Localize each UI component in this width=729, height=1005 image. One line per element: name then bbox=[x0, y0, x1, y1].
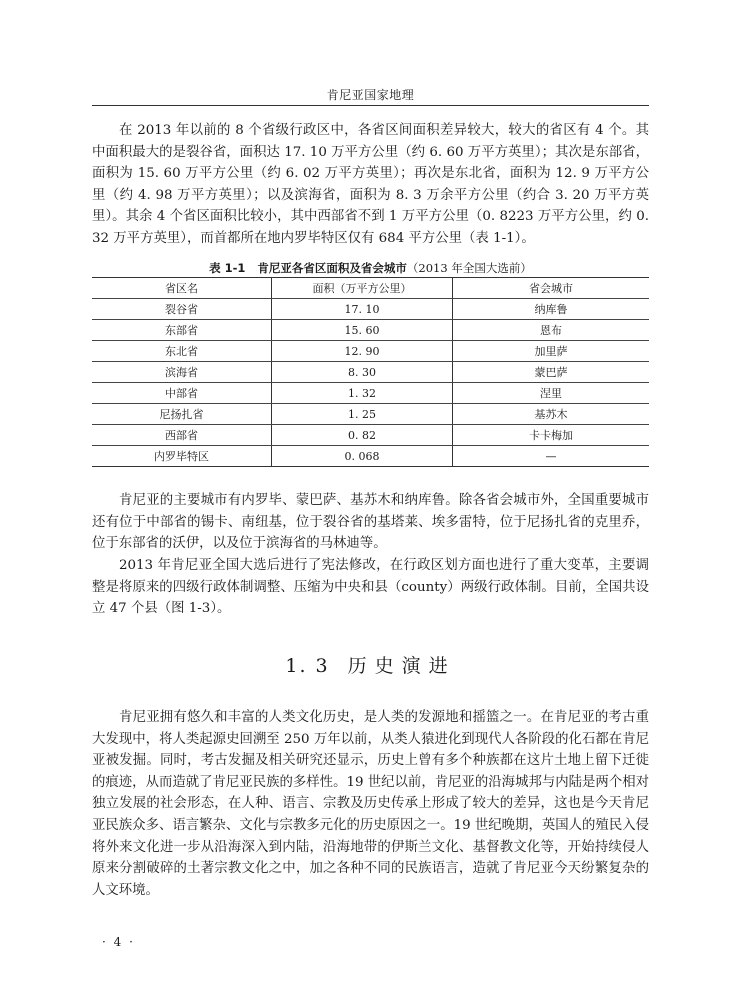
table-caption bbox=[92, 260, 649, 276]
table-row bbox=[92, 446, 649, 467]
paragraph-major-cities: 肯尼亚的主要城市有内罗毕、蒙巴萨、基苏木和纳库鲁。除各省会城市外，全国重要城市还有位于中部省的锡卡、南纽基，位于裂谷省的基塔莱、埃多雷特，位于尼扬扎省的克里乔，位于东部省的沃伊，以及位于滨海省的马林迪等。 bbox=[92, 493, 649, 552]
section-heading bbox=[92, 651, 649, 678]
cell-capital: 基苏木 bbox=[453, 404, 650, 425]
cell-area: 12. 90 bbox=[272, 341, 453, 362]
cell-area: 0. 068 bbox=[272, 446, 453, 467]
cell-area: 1. 25 bbox=[272, 404, 453, 425]
cell-province: 尼扬扎省 bbox=[92, 404, 272, 425]
section-title: 历史演进 bbox=[347, 655, 456, 677]
cell-area: 8. 30 bbox=[272, 362, 453, 383]
table-header-capital: 省会城市 bbox=[453, 278, 650, 299]
table-row bbox=[92, 404, 649, 425]
cell-capital: 卡卡梅加 bbox=[453, 425, 650, 446]
table-header-row bbox=[92, 278, 649, 299]
cell-area: 0. 82 bbox=[272, 425, 453, 446]
table-row bbox=[92, 425, 649, 446]
cell-capital: 恩布 bbox=[453, 320, 650, 341]
cell-province: 东北省 bbox=[92, 341, 272, 362]
cell-province: 中部省 bbox=[92, 383, 272, 404]
table-header-province: 省区名 bbox=[92, 278, 272, 299]
table-row bbox=[92, 341, 649, 362]
section-number: 1. 3 bbox=[285, 655, 330, 677]
cell-province: 滨海省 bbox=[92, 362, 272, 383]
cell-area: 1. 32 bbox=[272, 383, 453, 404]
cell-area: 15. 60 bbox=[272, 320, 453, 341]
cell-capital: 涅里 bbox=[453, 383, 650, 404]
table-caption-title: 肯尼亚各省区面积及省会城市 bbox=[257, 261, 407, 275]
cell-capital: 加里萨 bbox=[453, 341, 650, 362]
table-row bbox=[92, 299, 649, 320]
cell-capital: — bbox=[453, 446, 650, 467]
paragraph-area-overview: 在 2013 年以前的 8 个省级行政区中，各省区间面积差异较大，较大的省区有 4 个。其中面积最大的是裂谷省，面积达 17. 10 万平方公里（约 6. 60 万平方英里）；其次是东部省，面积为 15. 60 万平方公里（约 6. 02 万平方英里）；再次是东北省，面积为 12. 9 万平方公里（约 4. 98 万平方英里）；以及滨海省，面积为 8. 3 万余平方公里（约合 3. 20 万平方英里）。其余 4 个省区面积比较小，其中西部省不到 1 万平方公里（0. 8223 万平方公里，约 0. 32 万平方英里），而首都所在地内罗毕特区仅有 684 平方公里（表 1-1）。 bbox=[92, 123, 649, 246]
header-rule bbox=[92, 105, 649, 106]
cell-province: 西部省 bbox=[92, 425, 272, 446]
cell-area: 17. 10 bbox=[272, 299, 453, 320]
table-row bbox=[92, 320, 649, 341]
cell-province: 裂谷省 bbox=[92, 299, 272, 320]
cell-capital: 纳库鲁 bbox=[453, 299, 650, 320]
province-area-table bbox=[92, 277, 649, 467]
paragraph-admin-reform: 2013 年肯尼亚全国大选后进行了宪法修改，在行政区划方面也进行了重大变革，主要调整是将原来的四级行政体制调整、压缩为中央和县（county）两级行政体制。目前，全国共设立 47 个县（图 1-3）。 bbox=[92, 558, 649, 617]
running-head: 肯尼亚国家地理 bbox=[326, 88, 415, 102]
cell-province: 内罗毕特区 bbox=[92, 446, 272, 467]
table-row bbox=[92, 362, 649, 383]
table-caption-note: （2013 年全国大选前） bbox=[406, 261, 532, 275]
paragraph-history: 肯尼亚拥有悠久和丰富的人类文化历史，是人类的发源地和摇篮之一。在肯尼亚的考古重大发现中，将人类起源史回溯至 250 万年以前，从类人猿进化到现代人各阶段的化石都在肯尼亚被发掘。同时，考古发掘及相关研究还显示，历史上曾有多个种族都在这片土地上留下迁徙的痕迹，从而造就了肯尼亚民族的多样性。19 世纪以前，肯尼亚的沿海城邦与内陆是两个相对独立发展的社会形态，在人种、语言、宗教及历史传承上形成了较大的差异，这也是今天肯尼亚民族众多、语言繁杂、文化与宗教多元化的历史原因之一。19 世纪晚期，英国人的殖民入侵将外来文化进一步从沿海深入到内陆，沿海地带的伊斯兰文化、基督教文化等，开始持续侵人原来分割破碎的土著宗教文化之中，加之各种不同的民族语言，造就了肯尼亚今天纷繁复杂的人文环境。 bbox=[92, 710, 649, 898]
table-row bbox=[92, 383, 649, 404]
cell-province: 东部省 bbox=[92, 320, 272, 341]
table-caption-number: 表 1-1 bbox=[209, 261, 246, 275]
cell-capital: 蒙巴萨 bbox=[453, 362, 650, 383]
table-header-area: 面积（万平方公里） bbox=[272, 278, 453, 299]
page-number: · 4 · bbox=[102, 935, 135, 949]
